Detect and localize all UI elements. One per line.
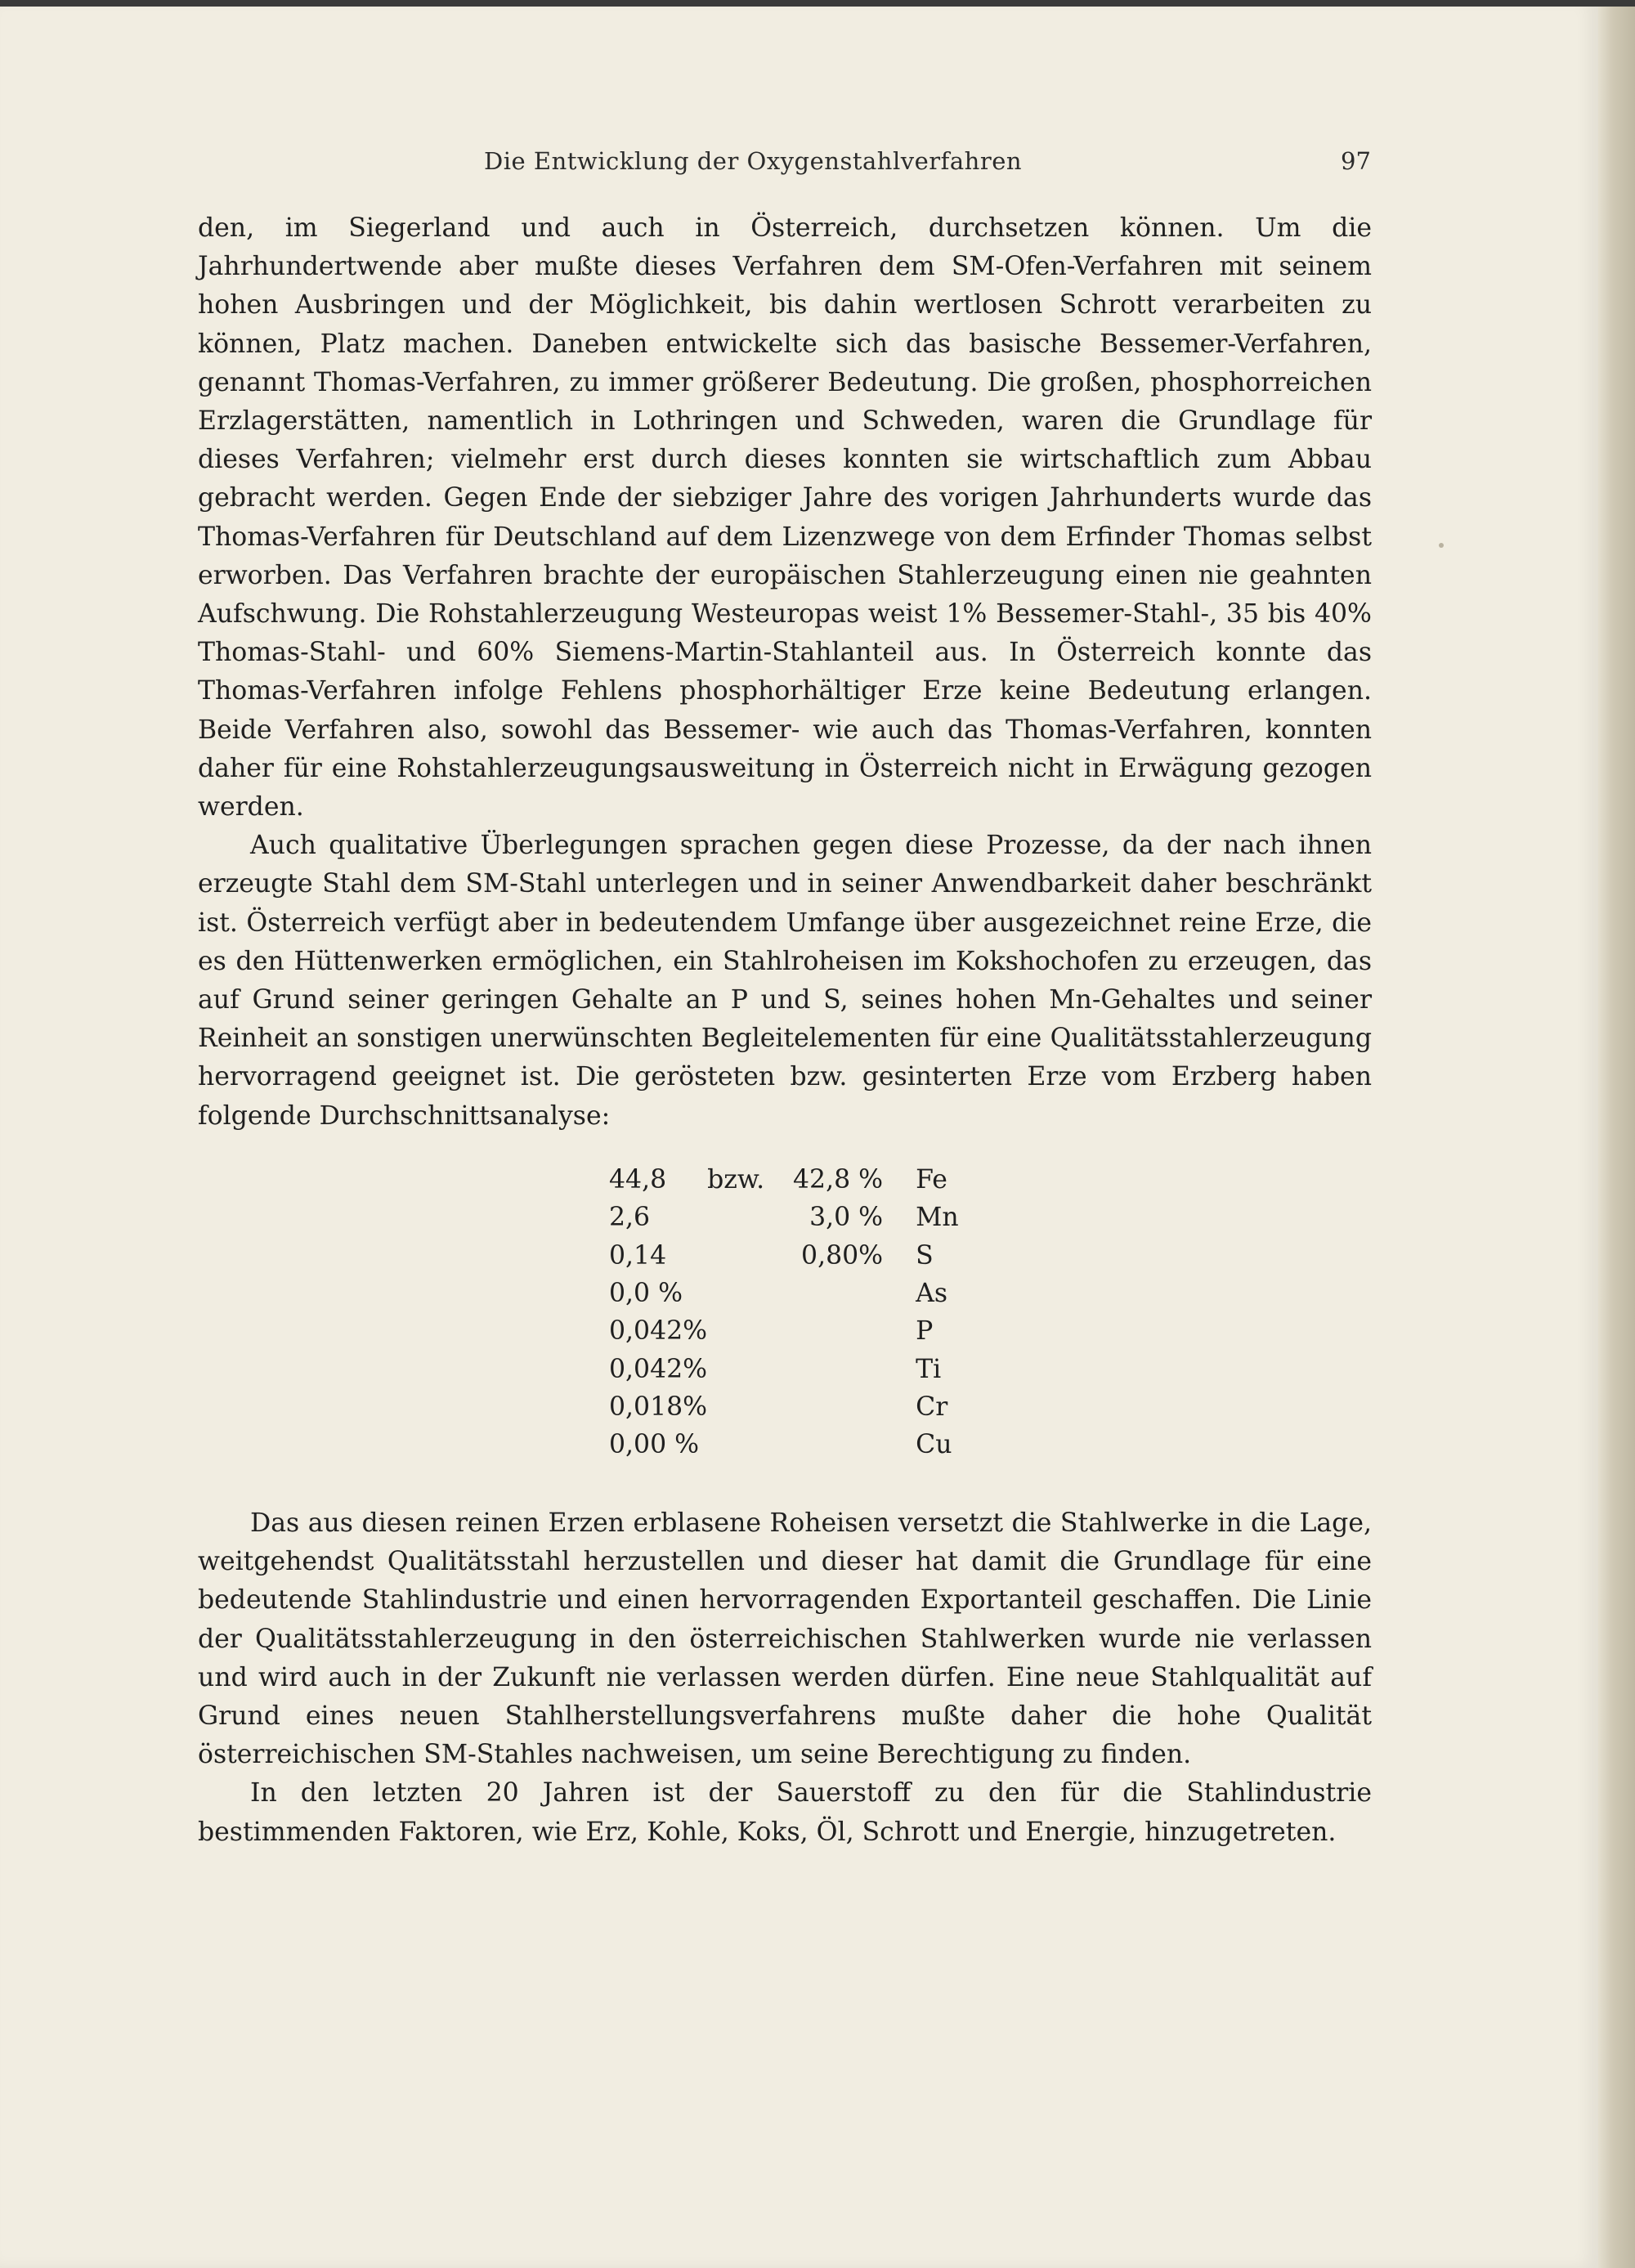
page-edge (1598, 0, 1635, 2268)
analysis-value-a: 0,042% (609, 1316, 708, 1347)
analysis-element: Mn (916, 1203, 959, 1233)
analysis-element: Ti (916, 1354, 942, 1384)
analysis-value-b (777, 1350, 883, 1387)
analysis-separator (707, 1426, 777, 1463)
running-head-title: Die Entwicklung der Oxygenstahlverfahren (484, 147, 1023, 175)
analysis-separator (707, 1388, 777, 1426)
analysis-separator (707, 1275, 777, 1312)
scan-border (0, 0, 1635, 7)
analysis-row (609, 1388, 989, 1426)
analysis-separator (707, 1350, 777, 1387)
running-head (0, 147, 1635, 185)
analysis-value-b (777, 1312, 883, 1350)
analysis-value-a: 0,0 % (609, 1279, 683, 1309)
paper-speck (1439, 543, 1444, 548)
body-text-upper (198, 209, 1372, 1136)
analysis-value-a: 44,8 (609, 1165, 667, 1195)
analysis-row (609, 1426, 989, 1463)
paragraph: Auch qualitative Überlegungen sprachen gegen diese Prozesse, da der nach ihnen erzeugte Stahl dem SM-Stahl unterlegen und in seiner Anwendbarkeit daher beschränkt ist. Österreich verfügt aber in bedeutendem Umfange über ausgezeichnet reine Erze, die es den Hüttenwerken ermöglichen, ein Stahlroheisen im Kokshochofen zu erzeugen, das auf Grund seiner geringen Gehalte an P und S, seines hohen Mn-Gehaltes und seiner Reinheit an sonstigen unerwünschten Begleitelementen für eine Qualitätsstahlerzeugung hervorragend geeignet ist. Die gerösteten bzw. gesinterten Erze vom Erzberg haben folgende Durchschnittsanalyse: (198, 831, 1372, 1131)
analysis-row (609, 1199, 989, 1236)
analysis-element: S (916, 1240, 934, 1271)
analysis-row (609, 1237, 989, 1275)
analysis-value-b: 42,8 % (793, 1165, 884, 1195)
analysis-element: Fe (916, 1165, 947, 1195)
paragraph: Das aus diesen reinen Erzen erblasene Roheisen versetzt die Stahlwerke in die Lage, weitgehendst Qualitätsstahl herzustellen und dieser hat damit die Grundlage für eine bedeutende Stahlindustrie und einen hervorragenden Exportanteil geschaffen. Die Linie der Qualitätsstahlerzeugung in den österreichischen Stahlwerken wurde nie verlassen und wird auch in der Zukunft nie verlassen werden dürfen. Eine neue Stahlqualität auf Grund eines neuen Stahlherstellungsverfahrens mußte daher die hohe Qualität österreichischen SM-Stahles nachweisen, um seine Berechtigung zu finden. (198, 1508, 1372, 1770)
analysis-element: Cu (916, 1430, 952, 1460)
analysis-value-b: 3,0 % (809, 1203, 884, 1233)
analysis-value-a: 0,14 (609, 1240, 667, 1271)
analysis-value-b (777, 1426, 883, 1463)
analysis-row (609, 1161, 989, 1199)
analysis-value-a: 0,00 % (609, 1430, 700, 1460)
analysis-value-a: 0,018% (609, 1392, 708, 1422)
analysis-value-a: 0,042% (609, 1354, 708, 1384)
analysis-row (609, 1312, 989, 1350)
analysis-separator: bzw. (707, 1165, 765, 1195)
paragraph: den, im Siegerland und auch in Österreich, durchsetzen können. Um die Jahrhundertwende aber mußte dieses Verfahren dem SM-Ofen-Verfahren mit seinem hohen Ausbringen und der Möglichkeit, bis dahin wertlosen Schrott verarbeiten zu können, Platz machen. Daneben entwickelte sich das basische Bessemer-Verfahren, genannt Thomas-Verfahren, zu immer größerer Bedeutung. Die großen, phosphorreichen Erzlagerstätten, namentlich in Lothringen und Schweden, waren die Grundlage für dieses Verfahren; vielmehr erst durch dieses konnten sie wirtschaftlich zum Abbau gebracht werden. Gegen Ende der siebziger Jahre des vorigen Jahrhunderts wurde das Thomas-Verfahren für Deutschland auf dem Lizenzwege von dem Erfinder Thomas selbst erworben. Das Verfahren brachte der europäischen Stahlerzeugung einen nie geahnten Aufschwung. Die Rohstahlerzeugung Westeuropas weist 1% Bessemer-Stahl-, 35 bis 40% Thomas-Stahl- und 60% Siemens-Martin-Stahlanteil aus. In Österreich konnte das Thomas-Verfahren infolge Fehlens phosphorhältiger Erze keine Bedeutung erlangen. Beide Verfahren also, sowohl das Bessemer- wie auch das Thomas-Verfahren, konnten daher für eine Rohstahlerzeugungsausweitung in Österreich nicht in Erwägung gezogen werden. (198, 213, 1372, 822)
analysis-element: P (916, 1316, 934, 1347)
analysis-value-b: 0,80% (801, 1240, 884, 1271)
analysis-element: Cr (916, 1392, 948, 1422)
analysis-row (609, 1350, 989, 1387)
analysis-separator (707, 1199, 777, 1236)
analysis-value-b (777, 1388, 883, 1426)
analysis-value-a: 2,6 (609, 1203, 651, 1233)
analysis-value-b (777, 1275, 883, 1312)
page-number: 97 (1341, 147, 1371, 175)
analysis-element: As (916, 1279, 948, 1309)
analysis-row (609, 1275, 989, 1312)
body-text-lower (198, 1504, 1372, 1852)
analysis-separator (707, 1312, 777, 1350)
paragraph: In den letzten 20 Jahren ist der Sauerstoff zu den für die Stahlindustrie bestimmenden Faktoren, wie Erz, Kohle, Koks, Öl, Schrott und Energie, hinzugetreten. (198, 1778, 1372, 1847)
analysis-separator (707, 1237, 777, 1275)
ore-analysis-table (609, 1161, 989, 1463)
